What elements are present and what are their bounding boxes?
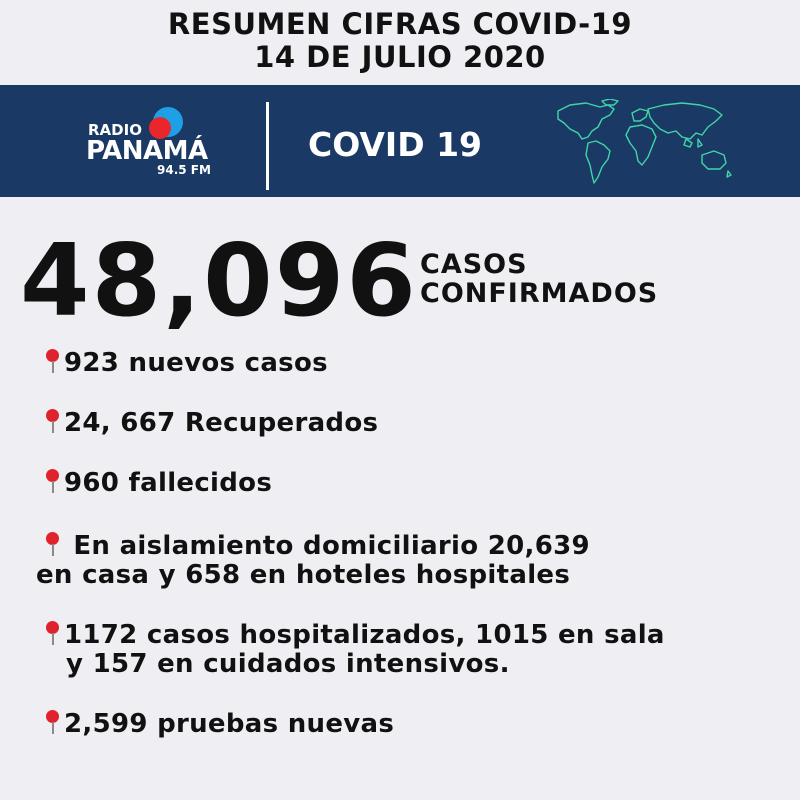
page-title (0, 8, 800, 74)
stat-deaths-text: 960 fallecidos (64, 468, 273, 498)
radio-panama-logo (86, 107, 236, 179)
title-line-2: 14 DE JULIO 2020 (254, 40, 546, 74)
banner-divider (266, 102, 269, 190)
pushpin-icon (44, 347, 62, 373)
pushpin-icon (44, 708, 62, 734)
stat-recovered (44, 407, 378, 438)
pushpin-icon (44, 619, 62, 645)
stat-hospitalized (44, 619, 665, 650)
stat-tests-text: 2,599 pruebas nuevas (64, 709, 395, 739)
confirmed-label-line-2: CONFIRMADOS (420, 278, 659, 309)
stat-isolation-continued (36, 560, 570, 590)
logo-frequency-text: 94.5 FM (157, 163, 211, 177)
stat-recovered-text: 24, 667 Recuperados (64, 408, 379, 438)
stat-new-cases-text: 923 nuevos casos (64, 348, 328, 378)
confirmed-label-line-1: CASOS (420, 249, 528, 280)
pushpin-icon (44, 407, 62, 433)
stat-new-cases (44, 347, 328, 378)
stat-deaths (44, 467, 272, 498)
stat-hospitalized-continued (66, 649, 510, 679)
stat-tests (44, 708, 394, 739)
stat-isolation-line-2: en casa y 658 en hoteles hospitales (36, 560, 571, 590)
world-map-icon (552, 99, 732, 189)
logo-name-text: PANAMÁ (86, 136, 208, 166)
logo-radio-text: RADIO (88, 121, 142, 139)
confirmed-cases-label (420, 250, 658, 308)
confirmed-cases-number: 48,096 (20, 222, 418, 339)
header-banner (0, 85, 800, 197)
stat-hospitalized-line-2: y 157 en cuidados intensivos. (66, 649, 510, 679)
title-line-1: RESUMEN CIFRAS COVID-19 (167, 7, 633, 41)
stat-hospitalized-line-1: 1172 casos hospitalizados, 1015 en sala (64, 620, 665, 650)
banner-heading: COVID 19 (308, 125, 483, 164)
stat-isolation (44, 530, 590, 561)
pushpin-icon (44, 530, 62, 556)
stat-isolation-line-1: En aislamiento domiciliario 20,639 (64, 531, 590, 561)
pushpin-icon (44, 467, 62, 493)
